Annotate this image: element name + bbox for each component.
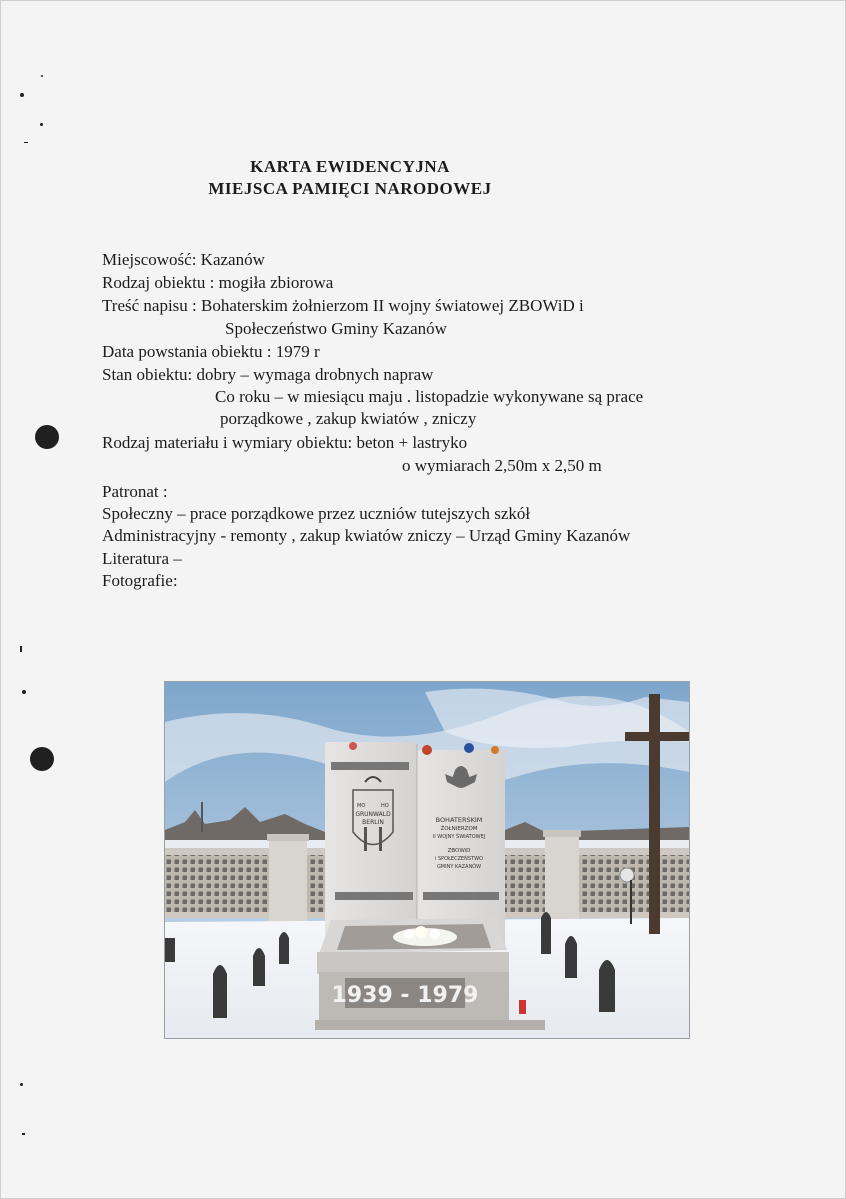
field-patronat: Patronat : [102,482,168,501]
speck-mark [41,75,43,77]
slab-right-text-5: i SPOŁECZEŃSTWO [435,856,483,862]
slab-right-text-2: ŻOŁNIERZOM [440,826,478,832]
speck-mark [22,690,26,694]
field-stan-obiektu: Stan obiektu: dobry – wymaga drobnych napraw [102,365,434,384]
field-stan-obiektu-cont-2: porządkowe , zakup kwiatów , zniczy [220,409,477,428]
slab-right-text-3: II WOJNY ŚWIATOWEJ [432,834,486,840]
slab-left-text-grunwald: GRUNWALD [355,811,391,818]
base-inscription: 1939 - 1979 [331,983,479,1008]
field-tresc-napisu: Treść napisu : Bohaterskim żołnierzom II wojny światowej ZBOWiD i [102,296,584,315]
field-material-cont: o wymiarach 2,50m x 2,50 m [402,456,602,475]
slab-left-text-ho: HO [381,803,389,809]
field-miejscowosc: Miejscowość: Kazanów [102,250,265,269]
speck-mark [24,142,28,143]
slab-right-text-6: GMINY KAZANÓW [436,864,482,870]
field-rodzaj-obiektu: Rodzaj obiektu : mogiła zbiorowa [102,273,334,292]
title-line-1: KARTA EWIDENCYJNA [250,157,450,176]
slab-left-text-berlin: BERLIN [362,819,384,826]
field-spoleczny: Społeczny – prace porządkowe przez uczniów tutejszych szkół [102,504,531,523]
speck-mark [22,1133,25,1135]
monument-photo [164,681,690,1039]
speck-mark [20,1083,23,1086]
slab-right-text-1: BOHATERSKIM [435,816,483,824]
slab-left-text-mo: MO [357,803,366,809]
speck-mark [20,646,22,652]
field-material: Rodzaj materiału i wymiary obiektu: beton + lastryko [102,433,468,452]
title-line-2: MIEJSCA PAMIĘCI NARODOWEJ [208,179,492,198]
field-data-powstania: Data powstania obiektu : 1979 r [102,342,320,361]
punch-hole-mark [30,747,54,771]
field-literatura: Literatura – [102,549,182,568]
slab-right-text-4: ZBOWiD [447,848,471,854]
field-administracyjny: Administracyjny - remonty , zakup kwiatów zniczy – Urząd Gminy Kazanów [102,526,631,545]
speck-mark [40,123,43,126]
document-title [0,156,700,200]
field-stan-obiektu-cont-1: Co roku – w miesiącu maju . listopadzie wykonywane są prace [215,387,644,406]
speck-mark [20,93,24,97]
punch-hole-mark [35,425,59,449]
field-tresc-napisu-cont: Społeczeństwo Gminy Kazanów [225,319,447,338]
field-fotografie: Fotografie: [102,571,178,590]
